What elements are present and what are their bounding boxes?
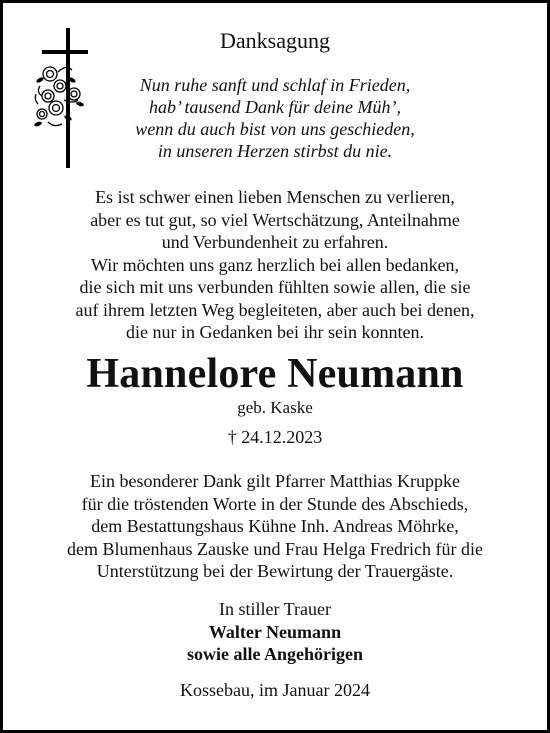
thanks-text [0, 470, 550, 583]
poem-line: in unseren Herzen stirbst du nie. [157, 141, 393, 161]
signoff [0, 598, 550, 666]
death-date: † 24.12.2023 [227, 427, 323, 447]
intro-text [0, 186, 550, 344]
thanks-line: Unterstützung bei der Bewirtung der Trauergäste. [96, 561, 454, 581]
intro-line: aber es tut gut, so viel Wertschätzung, Anteilnahme [90, 209, 460, 230]
intro-line: die nur in Gedanken bei ihr sein konnten. [126, 322, 424, 342]
intro-line: auf ihrem letzten Weg begleiteten, aber auch bei denen, [75, 299, 475, 320]
thanks-line: für die tröstenden Worte in der Stunde des Abschieds, [81, 493, 469, 514]
signoff-line: In stiller Trauer [219, 599, 331, 619]
thanks-line: dem Bestattungshaus Kühne Inh. Andreas Möhrke, [91, 516, 459, 536]
intro-line: Es ist schwer einen lieben Menschen zu verlieren, [95, 187, 455, 207]
deceased-name: Hannelore Neumann [86, 351, 464, 397]
signoff-name: Walter Neumann [208, 621, 342, 642]
thanks-line: dem Blumenhaus Zauske und Frau Helga Fredrich für die [67, 538, 483, 559]
poem-verse [60, 74, 490, 162]
poem-line: wenn du auch bist von uns geschieden, [135, 119, 415, 139]
intro-line: und Verbundenheit zu erfahren. [161, 232, 389, 252]
poem-line: hab’ tausend Dank für deine Müh’, [149, 97, 401, 117]
signoff-family: sowie alle Angehörigen [187, 644, 363, 664]
intro-line: Wir möchten uns ganz herzlich bei allen bedanken, [90, 254, 460, 275]
intro-line: die sich mit uns verbunden fühlten sowie allen, die sie [79, 277, 471, 297]
poem-line: Nun ruhe sanft und schlaf in Frieden, [139, 75, 411, 95]
thanks-line: Ein besonderer Dank gilt Pfarrer Matthias Kruppke [90, 471, 460, 491]
page-title: Danksagung [220, 28, 330, 53]
birth-name: geb. Kaske [237, 398, 313, 417]
place-date: Kossebau, im Januar 2024 [180, 680, 370, 700]
